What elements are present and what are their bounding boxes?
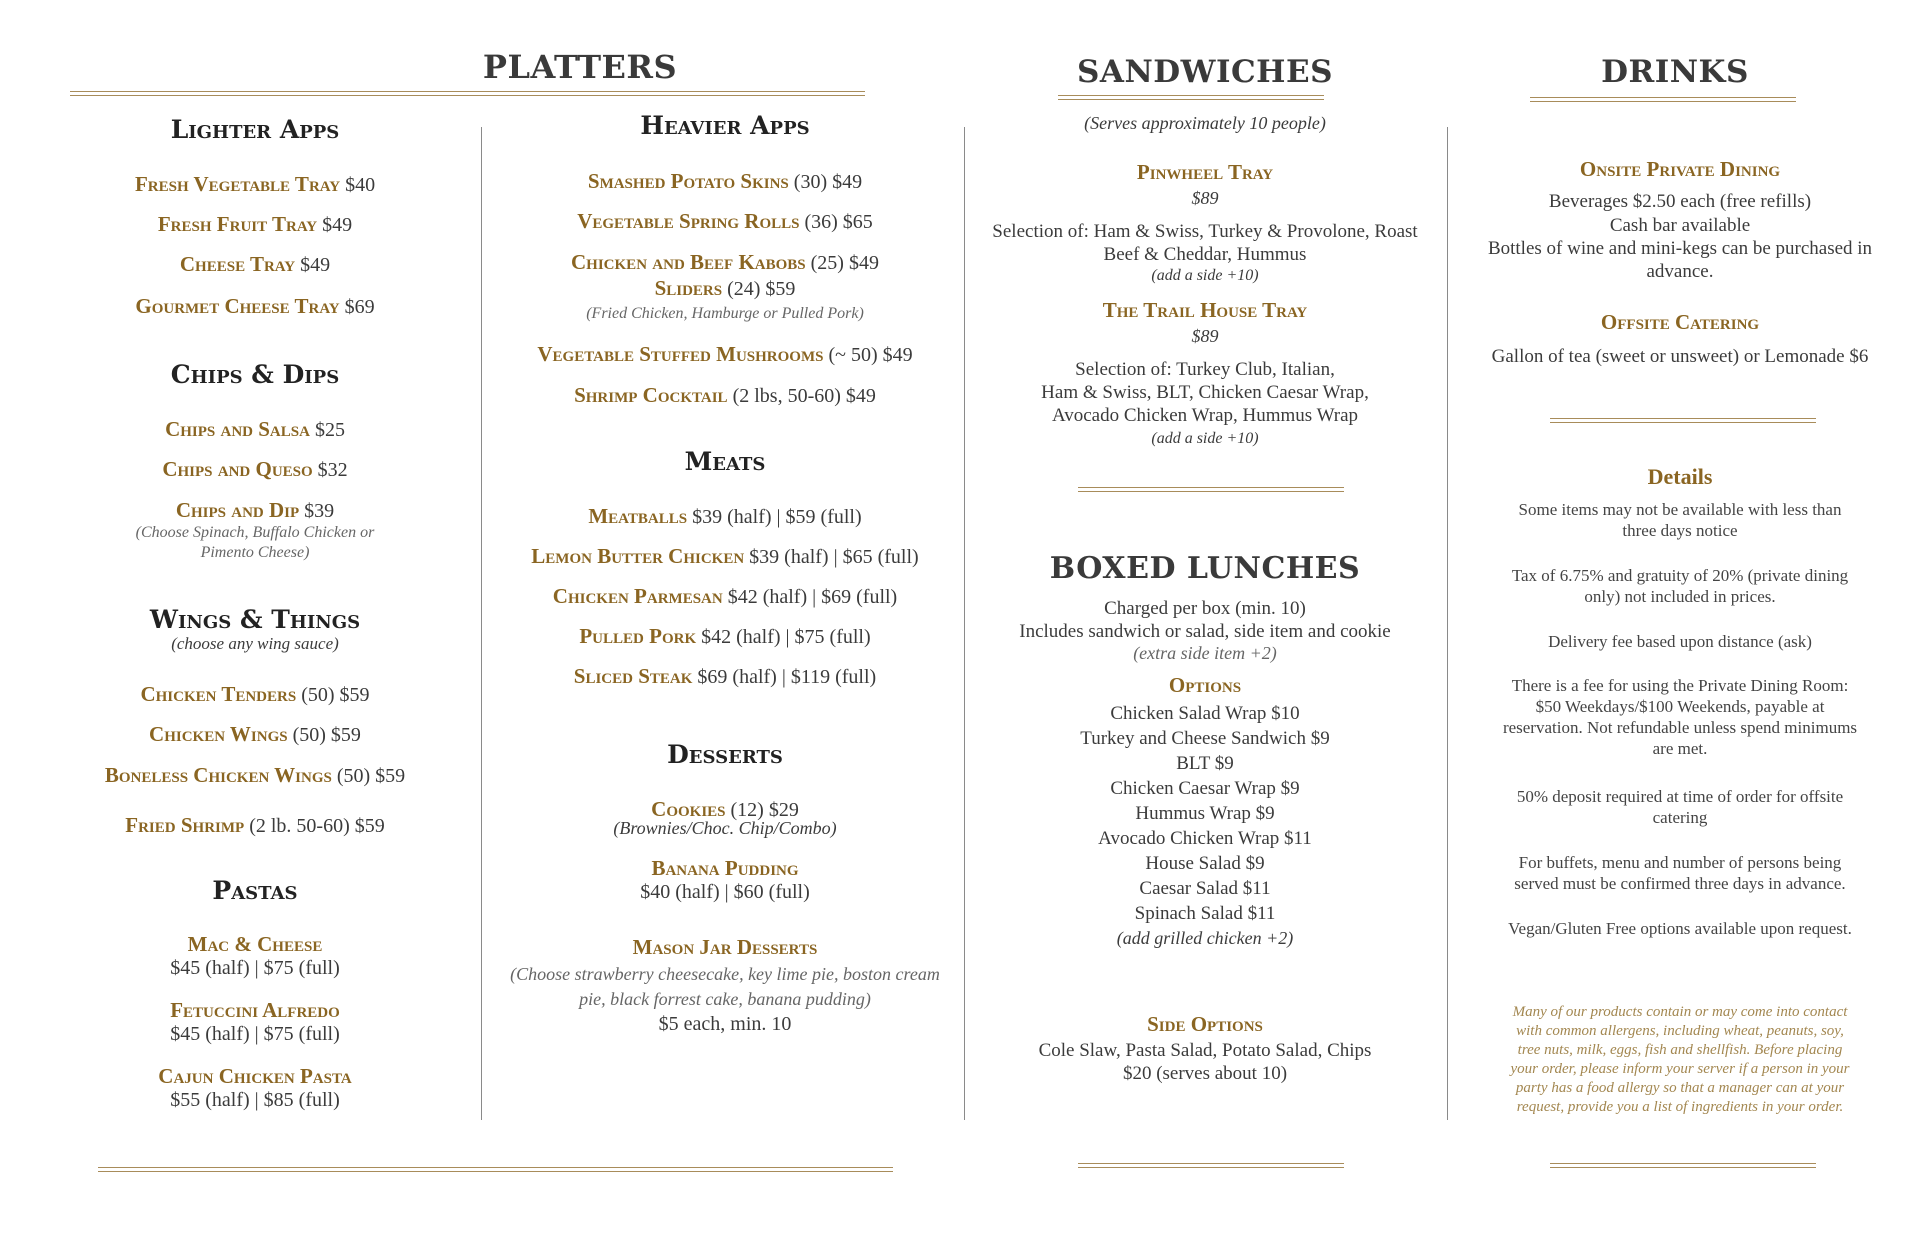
side-options-price: $20 (serves about 10) (1122, 1063, 1288, 1084)
chips-dips-heading: Chips & Dips (170, 360, 340, 389)
list-item: Vegetable Spring Rolls (36) $65 (577, 209, 873, 233)
list-item: Cheese Tray $49 (179, 252, 331, 276)
list-item: Shrimp Cocktail (2 lbs, 50-60) $49 (574, 383, 876, 407)
divider-rule (1078, 1163, 1344, 1168)
list-item: Sliders (24) $59 (654, 276, 796, 300)
pinwheel-price: $89 (1191, 188, 1219, 208)
meats-heading: Meats (684, 447, 766, 476)
offsite-title: Offsite Catering (1600, 310, 1760, 334)
list-item: Chicken Tenders (50) $59 (140, 682, 370, 706)
details-paragraph: 50% deposit required at time of order for offsite catering (1516, 787, 1844, 827)
pastas-heading: Pastas (212, 876, 298, 905)
sandwiches-title: SANDWICHES (1077, 54, 1333, 90)
details-paragraph: Tax of 6.75% and gratuity of 20% (private dining only) not included in prices. (1511, 566, 1849, 606)
details-paragraph: There is a fee for using the Private Dining Room: $50 Weekdays/$100 Weekends, payable at reservation. Not refundable unless spend minimums are met. (1502, 676, 1858, 758)
trail-house-price: $89 (1191, 326, 1219, 346)
trail-house-desc-line: Selection of: Turkey Club, Italian, (1075, 359, 1335, 380)
platters-title-rule (70, 91, 865, 96)
column-divider (964, 127, 965, 1120)
list-item: Chips and Queso $32 (162, 457, 348, 481)
sandwiches-serves: (Serves approximately 10 people) (1084, 113, 1326, 133)
item-note: (Choose strawberry cheesecake, key lime pie, boston cream pie, black forrest cake, banana pudding) (510, 964, 940, 1009)
option-item: Caesar Salad $11 (1139, 878, 1271, 899)
boxed-line-1: Charged per box (min. 10) (1104, 598, 1306, 619)
list-item: Smashed Potato Skins (30) $49 (587, 169, 863, 193)
item-note: (Choose Spinach, Buffalo Chicken or Pimento Cheese) (135, 524, 375, 561)
trail-house-title: The Trail House Tray (1102, 298, 1308, 322)
option-item: Chicken Salad Wrap $10 (1110, 703, 1300, 724)
desserts-heading: Desserts (667, 740, 783, 769)
offsite-line: Gallon of tea (sweet or unsweet) or Lemonade $6 (1491, 346, 1869, 367)
item-note: (Fried Chicken, Hamburge or Pulled Pork) (586, 305, 864, 322)
boxed-line-2: Includes sandwich or salad, side item and cookie (1019, 621, 1391, 642)
pinwheel-title: Pinwheel Tray (1136, 160, 1274, 184)
side-options-title: Side Options (1147, 1012, 1263, 1036)
list-item: Meatballs $39 (half) | $59 (full) (588, 504, 862, 528)
platters-title: PLATTERS (482, 48, 678, 86)
list-item: Pulled Pork $42 (half) | $75 (full) (579, 624, 871, 648)
boxed-lunches-title: BOXED LUNCHES (1049, 551, 1361, 586)
list-item: Vegetable Stuffed Mushrooms (~ 50) $49 (537, 342, 913, 366)
mason-jar-title: Mason Jar Desserts (632, 935, 818, 959)
onsite-line: Beverages $2.50 each (free refills) (1548, 191, 1812, 212)
option-item: Chicken Caesar Wrap $9 (1110, 778, 1300, 799)
option-item: BLT $9 (1176, 753, 1234, 774)
list-item: Banana Pudding $40 (half) | $60 (full) (640, 856, 810, 903)
list-item: Gourmet Cheese Tray $69 (135, 294, 375, 318)
pinwheel-desc: Selection of: Ham & Swiss, Turkey & Provolone, Roast Beef & Cheddar, Hummus (992, 221, 1418, 265)
divider-rule (1550, 1163, 1816, 1168)
options-title: Options (1168, 673, 1242, 697)
list-item: Chicken Wings (50) $59 (149, 722, 361, 746)
option-item: Avocado Chicken Wrap $11 (1098, 828, 1312, 849)
details-paragraph: For buffets, menu and number of persons being served must be confirmed three days in advance. (1514, 853, 1846, 893)
pinwheel-note: (add a side +10) (1151, 267, 1259, 284)
details-paragraph: Vegan/Gluten Free options available upon request. (1508, 919, 1852, 938)
drinks-title: DRINKS (1601, 54, 1749, 90)
option-item: Hummus Wrap $9 (1135, 803, 1275, 824)
list-item: Boneless Chicken Wings (50) $59 (104, 763, 406, 787)
heavier-apps-heading: Heavier Apps (640, 111, 810, 140)
trail-house-desc-line: Ham & Swiss, BLT, Chicken Caesar Wrap, (1041, 382, 1369, 403)
option-item: House Salad $9 (1145, 853, 1265, 874)
details-paragraph: Some items may not be available with less than three days notice (1518, 500, 1842, 540)
details-paragraph: Delivery fee based upon distance (ask) (1548, 632, 1812, 651)
list-item: Cajun Chicken Pasta $55 (half) | $85 (full) (158, 1064, 352, 1111)
trail-house-desc-line: Avocado Chicken Wrap, Hummus Wrap (1051, 405, 1359, 426)
list-item: Chicken Parmesan $42 (half) | $69 (full) (552, 584, 898, 608)
onsite-title: Onsite Private Dining (1579, 157, 1781, 181)
sandwiches-title-rule (1058, 95, 1324, 100)
list-item: Chips and Dip $39 (175, 498, 335, 522)
list-item: Chips and Salsa $25 (165, 417, 345, 441)
wings-things-heading: Wings & Things (149, 605, 361, 634)
list-item: Chicken and Beef Kabobs (25) $49 (571, 250, 879, 274)
side-options-list: Cole Slaw, Pasta Salad, Potato Salad, Chips (1038, 1040, 1372, 1061)
allergen-notice: Many of our products contain or may come into contact with common allergens, including wheat, peanuts, soy, tree nuts, milk, eggs, fish and shellfish. Before placing your order, please inform your server if a person in your party has a food allergy so that a manager can at your request, provide you a list of ingredients in your order. (1510, 1004, 1850, 1115)
onsite-line: Bottles of wine and mini-kegs can be purchased in advance. (1487, 238, 1873, 282)
option-item: Spinach Salad $11 (1134, 903, 1276, 924)
onsite-line: Cash bar available (1609, 215, 1751, 236)
divider-rule (1550, 418, 1816, 423)
item-note: (Brownies/Choc. Chip/Combo) (613, 818, 837, 838)
details-title: Details (1647, 464, 1713, 489)
mason-jar-price: $5 each, min. 10 (658, 1013, 792, 1035)
wings-subtitle: (choose any wing sauce) (171, 634, 339, 653)
list-item: Cookies (12) $29 (651, 797, 799, 821)
add-chicken-note: (add grilled chicken +2) (1116, 928, 1294, 948)
list-item: Fried Shrimp (2 lb. 50-60) $59 (125, 813, 385, 837)
platters-bottom-rule (98, 1167, 893, 1172)
column-divider (481, 127, 482, 1120)
list-item: Sliced Steak $69 (half) | $119 (full) (573, 664, 877, 688)
list-item: Mac & Cheese $45 (half) | $75 (full) (170, 932, 340, 979)
list-item: Lemon Butter Chicken $39 (half) | $65 (full) (531, 544, 919, 568)
divider-rule (1078, 487, 1344, 492)
list-item: Fetuccini Alfredo $45 (half) | $75 (full) (170, 998, 340, 1045)
list-item: Fresh Fruit Tray $49 (157, 212, 353, 236)
drinks-title-rule (1530, 97, 1796, 102)
column-divider (1447, 127, 1448, 1120)
boxed-extra: (extra side item +2) (1133, 643, 1277, 663)
trail-house-note: (add a side +10) (1151, 430, 1259, 447)
option-item: Turkey and Cheese Sandwich $9 (1080, 728, 1330, 749)
lighter-apps-heading: Lighter Apps (170, 115, 340, 144)
list-item: Fresh Vegetable Tray $40 (134, 172, 376, 196)
